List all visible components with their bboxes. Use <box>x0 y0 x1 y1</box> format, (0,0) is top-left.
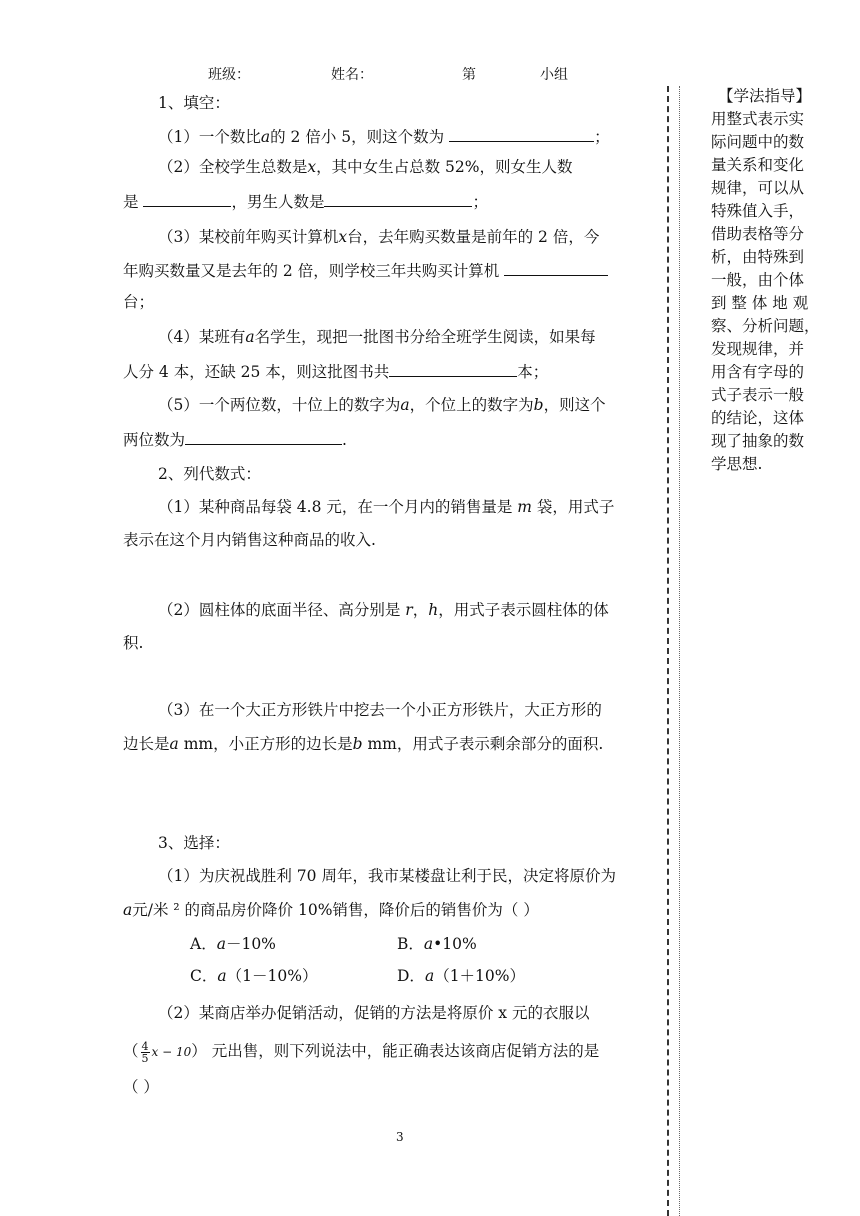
s1-q2-line2: 是 ，男生人数是 ； <box>123 190 488 212</box>
s2-q3-line1: （3）在一个大正方形铁片中挖去一个小正方形铁片，大正方形的 <box>158 701 602 719</box>
s1-q1: （1）一个数比a的 2 倍小 5，则这个数为 ； <box>158 125 610 147</box>
sidebar-line: 式子表示一般 <box>711 386 805 404</box>
sidebar-line: 量关系和变化 <box>711 156 805 174</box>
fraction: $\frac{4}{5}$ <box>141 1039 149 1065</box>
sidebar-line: 际问题中的数 <box>711 133 805 151</box>
s1-q3-line1: （3）某校前年购买计算机x台，去年购买数量是前年的 2 倍，今 <box>158 228 600 246</box>
answer-blank[interactable] <box>504 259 608 276</box>
page-number: 3 <box>396 1130 404 1144</box>
s3-q1-option-d[interactable]: D．a（1＋10%） <box>397 967 526 985</box>
sidebar-line: 察、分析问题， <box>711 317 820 335</box>
group-prefix: 第 <box>462 67 476 83</box>
s3-q2-line2: （ $\frac{4}{5}$ x − 10） 元出售，则下列说法中，能正确表达该商店促销方法的是 <box>123 1039 600 1065</box>
s1-q5-line1: （5）一个两位数，十位上的数字为a，个位上的数字为b，则这个 <box>158 396 606 414</box>
s3-q2-line1: （2）某商店举办促销活动，促销的方法是将原价 x 元的衣服以 <box>158 1004 590 1022</box>
s1-q3-line2: 年购买数量又是去年的 2 倍，则学校三年共购买计算机 <box>123 259 608 281</box>
sidebar-text <box>711 108 829 476</box>
section3-title: 3、选择： <box>158 834 230 852</box>
answer-blank[interactable] <box>143 190 231 207</box>
group-suffix: 小组 <box>540 67 568 83</box>
margin-divider <box>667 86 669 1216</box>
s2-q1-line2: 表示在这个月内销售这种商品的收入. <box>123 531 376 549</box>
answer-blank[interactable] <box>185 428 342 445</box>
s1-q5-line2: 两位数为 . <box>123 428 347 450</box>
s1-q4-line2: 人分 4 本，还缺 25 本，则这批图书共 本； <box>123 360 548 382</box>
sidebar-line: 用含有字母的 <box>711 363 805 381</box>
section2-title: 2、列代数式： <box>158 465 261 483</box>
s3-q1-option-c[interactable]: C．a（1－10%） <box>190 967 318 985</box>
s2-q3-line2: 边长是a mm，小正方形的边长是b mm，用式子表示剩余部分的面积. <box>123 735 604 753</box>
s2-q1-line1: （1）某种商品每袋 4.8 元，在一个月内的销售量是 m 袋，用式子 <box>158 498 615 516</box>
sidebar-line: 借助表格等分 <box>711 225 805 243</box>
s3-q1-line1: （1）为庆祝战胜利 70 周年，我市某楼盘让利于民，决定将原价为 <box>158 867 616 885</box>
s3-q1-option-b[interactable]: B．a•10% <box>397 935 477 953</box>
margin-divider-dotted <box>679 86 680 1216</box>
sidebar-line: 一般，由个体 <box>711 271 805 289</box>
name-label: 姓名： <box>331 67 373 83</box>
s3-q2-line3: （ ） <box>123 1078 159 1096</box>
sidebar-line: 的结论，这体 <box>711 409 805 427</box>
sidebar-line: 特殊值入手， <box>711 202 805 220</box>
s2-q2-line1: （2）圆柱体的底面半径、高分别是 r，h，用式子表示圆柱体的体 <box>158 601 609 619</box>
sidebar-title: 【学法指导】 <box>718 87 812 105</box>
section1-title: 1、填空： <box>158 94 230 112</box>
answer-blank[interactable] <box>389 360 517 377</box>
answer-blank[interactable] <box>449 125 594 142</box>
sidebar-line: 学思想. <box>711 455 763 473</box>
s2-q2-line2: 积. <box>123 634 144 652</box>
s1-q4-line1: （4）某班有a名学生，现把一批图书分给全班学生阅读，如果每 <box>158 328 596 346</box>
class-label: 班级： <box>208 67 250 83</box>
answer-blank[interactable] <box>324 190 472 207</box>
sidebar-line: 规律，可以从 <box>711 179 805 197</box>
sidebar-line: 发现规律，并 <box>711 340 805 358</box>
sidebar-line: 到 整 体 地 观 <box>711 294 809 312</box>
sidebar-line: 析，由特殊到 <box>711 248 805 266</box>
s1-q3-line3: 台； <box>123 293 155 311</box>
sidebar-line: 用整式表示实 <box>711 110 805 128</box>
s3-q1-option-a[interactable]: A．a－10% <box>190 935 276 953</box>
sidebar-line: 现了抽象的数 <box>711 432 805 450</box>
s1-q2-line1: （2）全校学生总数是x，其中女生占总数 52%，则女生人数 <box>158 158 573 176</box>
s3-q1-line2: a元/米 ² 的商品房价降价 10%销售，降价后的销售价为（ ） <box>123 901 539 919</box>
